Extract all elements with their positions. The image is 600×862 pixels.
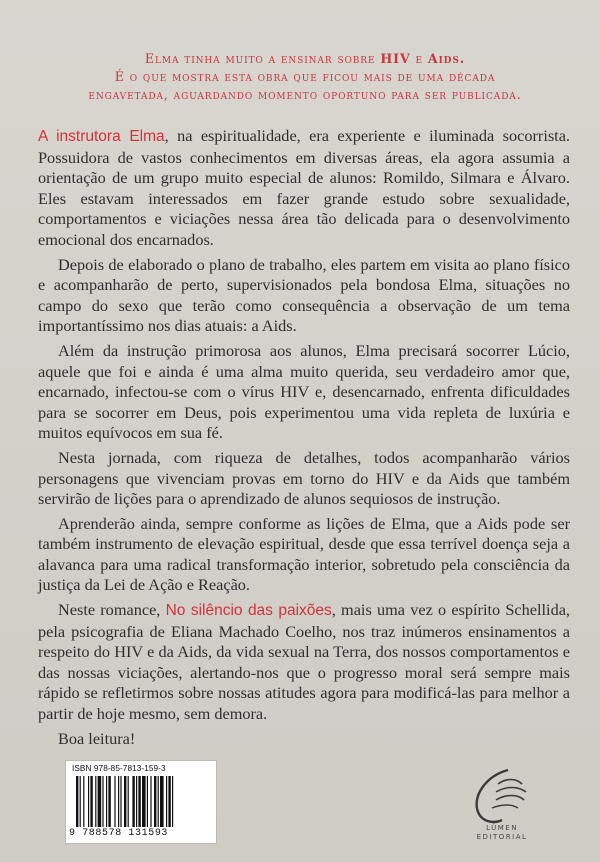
synopsis [38,126,570,753]
isbn-label: ISBN 978-85-7813-159-3 [72,764,166,773]
paragraph-7: Boa leitura! [58,728,136,748]
paragraph-1: A instrutora Elma, na espiritualidade, era experiente e iluminada socorrista. Possuidora de vastos conhecimentos em diversas áreas, ela agora assumia a orientação de um grupo muito especial de alunos: Romildo, Silmara e Álvaro. Eles estavam interessados em fazer grande estudo sobre sexualidade, comportamentos e viciações nessa área tão delicada para o desenvolvimento emocional dos encarnados. [38,126,570,249]
blurb-line-1: Elma tinha muito a ensinar sobre HIV e Aids. [144,51,466,66]
barcode-bars [76,776,208,827]
paragraph-3: Além da instrução primorosa aos alunos, Elma precisará socorrer Lúcio, aquele que foi e ainda é uma alma muito querida, seu verdadeiro amor que, encarnado, infectou-se com o vírus HIV e, desencarnado, enfrenta dificuldades para se socorrer em Deus, pois experimentou uma vida repleta de luxúria e muitos equívocos em sua fé. [38,340,570,443]
publisher-name: LÚMEN EDITORIAL [476,824,528,841]
highlight-book-title: No silêncio das paixões [165,602,332,620]
paragraph-6: Neste romance, No silêncio das paixões, mais uma vez o espírito Schellida, pela psicografia de Eliana Machado Coelho, nos traz inúmeros ensinamentos a respeito do HIV e da Aids, da vida sexual na Terra, dos nossos comportamentos e das nossas viciações, alertando-nos que o progresso moral será sempre mais rápido se refletirmos sobre nossas atitudes agora para modificá-las para melhor a partir de hoje mesmo, sem demora. [38,600,571,724]
paragraph-4: Nesta jornada, com riqueza de detalhes, todos acompanharão vários personagens que vivenciam provas em torno do HIV e da Aids que também servirão de lições para o aprendizado de alunos sequiosos de instrução. [38,447,570,509]
isbn-barcode [65,760,217,844]
blurb [40,50,570,104]
blurb-line-3: engavetada, aguardando momento oportuno para ser publicada. [88,87,522,102]
paragraph-5: Aprenderão ainda, sempre conforme as lições de Elma, que a Aids pode ser também instrumento de elevação espiritual, desde que essa terrível doença seja a alavanca para uma radical transformação interior, sobretudo pela consciência da justiça da Lei de Ação e Reação. [38,513,570,595]
barcode-digits: 9 788578 131593 [69,828,169,839]
paragraph-2: Depois de elaborado o plano de trabalho, eles partem em visita ao plano físico e acompanharão de perto, supervisionados pela bondosa Elma, situações no campo do sexo que terão como consequência a observação de um tema importantíssimo nos dias atuais: a Aids. [38,254,570,336]
highlight-instructor: A instrutora Elma [38,128,165,145]
blurb-line-2: É o que mostra esta obra que ficou mais de uma década [114,69,496,84]
